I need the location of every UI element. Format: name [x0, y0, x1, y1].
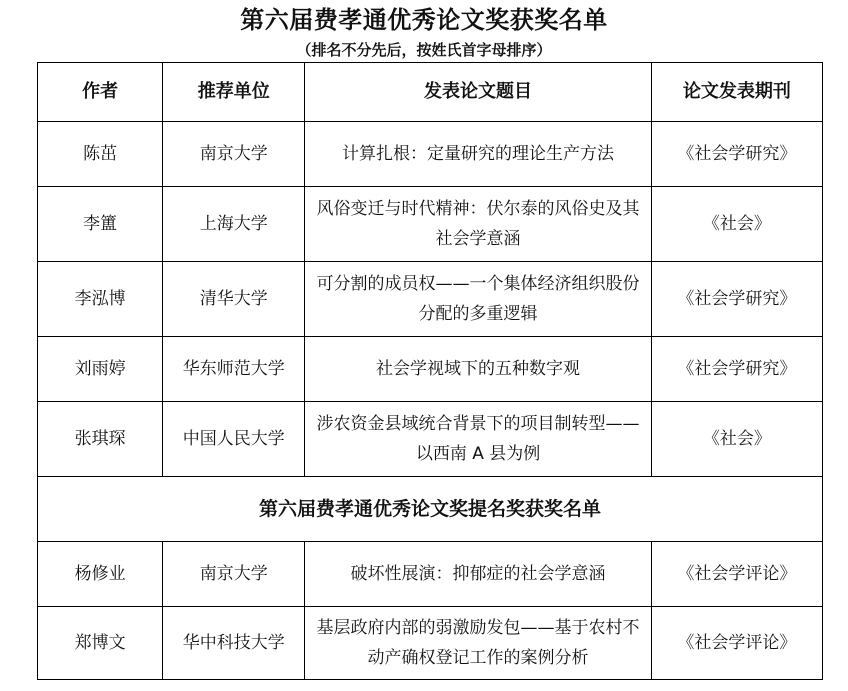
nomination-section-title: 第六届费孝通优秀论文奖提名奖获奖名单 — [38, 477, 823, 542]
paper-title-cell: 社会学视域下的五种数字观 — [305, 337, 651, 402]
column-header-unit: 推荐单位 — [163, 63, 305, 122]
unit-cell: 中国人民大学 — [163, 402, 305, 477]
paper-title-cell: 计算扎根：定量研究的理论生产方法 — [305, 122, 651, 187]
table-row — [38, 337, 823, 402]
journal-cell: 《社会学评论》 — [651, 607, 822, 680]
document-subtitle: （排名不分先后，按姓氏首字母排序） — [296, 41, 552, 59]
unit-cell: 南京大学 — [163, 122, 305, 187]
journal-cell: 《社会》 — [651, 402, 822, 477]
journal-cell: 《社会学评论》 — [651, 542, 822, 607]
table-row — [38, 402, 823, 477]
paper-title-cell: 破坏性展演：抑郁症的社会学意涵 — [305, 542, 651, 607]
unit-cell: 南京大学 — [163, 542, 305, 607]
award-table — [37, 62, 823, 680]
unit-cell: 上海大学 — [163, 187, 305, 262]
table-row — [38, 187, 823, 262]
table-row — [38, 607, 823, 680]
table-row — [38, 542, 823, 607]
journal-cell: 《社会》 — [651, 187, 822, 262]
unit-cell: 华东师范大学 — [163, 337, 305, 402]
paper-title-cell: 基层政府内部的弱激励发包——基于农村不动产确权登记工作的案例分析 — [305, 607, 651, 680]
author-cell: 张琪琛 — [38, 402, 163, 477]
table-header-row — [38, 63, 823, 122]
column-header-journal: 论文发表期刊 — [651, 63, 822, 122]
journal-cell: 《社会学研究》 — [651, 262, 822, 337]
unit-cell: 华中科技大学 — [163, 607, 305, 680]
author-cell: 杨修业 — [38, 542, 163, 607]
paper-title-cell: 可分割的成员权——一个集体经济组织股份分配的多重逻辑 — [305, 262, 651, 337]
table-row — [38, 122, 823, 187]
journal-cell: 《社会学研究》 — [651, 122, 822, 187]
document-title: 第六届费孝通优秀论文奖获奖名单 — [240, 6, 608, 34]
author-cell: 陈茁 — [38, 122, 163, 187]
author-cell: 郑博文 — [38, 607, 163, 680]
paper-title-cell: 风俗变迁与时代精神：伏尔泰的风俗史及其社会学意涵 — [305, 187, 651, 262]
paper-title-cell: 涉农资金县域统合背景下的项目制转型——以西南 A 县为例 — [305, 402, 651, 477]
unit-cell: 清华大学 — [163, 262, 305, 337]
column-header-paper: 发表论文题目 — [305, 63, 651, 122]
author-cell: 李泓博 — [38, 262, 163, 337]
column-header-author: 作者 — [38, 63, 163, 122]
author-cell: 李簠 — [38, 187, 163, 262]
table-row — [38, 262, 823, 337]
author-cell: 刘雨婷 — [38, 337, 163, 402]
nomination-section-row — [38, 477, 823, 542]
journal-cell: 《社会学研究》 — [651, 337, 822, 402]
